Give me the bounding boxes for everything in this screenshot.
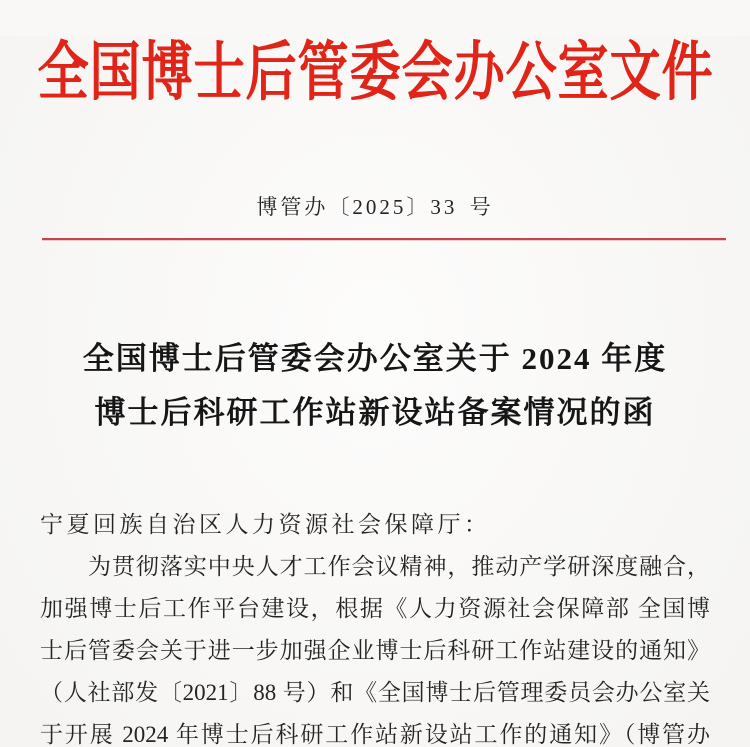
document-number: 博管办〔2025〕33 号 (256, 195, 494, 219)
document-body (40, 504, 710, 747)
red-divider-line (42, 238, 726, 240)
body-text-line: 于开展 2024 年博士后科研工作站新设站工作的通知》（博管办 (40, 722, 710, 747)
body-text-line: （人社部发〔2021〕88 号）和《全国博士后管理委员会办公室关 (40, 680, 710, 705)
body-text-line: 加强博士后工作平台建设，根据《人力资源社会保障部 全国博 (40, 596, 710, 621)
letterhead-banner (37, 36, 713, 110)
body-text-line: 士后管委会关于进一步加强企业博士后科研工作站建设的通知》 (40, 638, 710, 663)
body-text-line: 为贯彻落实中央人才工作会议精神，推动产学研深度融合， (88, 554, 710, 579)
document-title-line-1: 全国博士后管委会办公室关于 2024 年度 (82, 341, 668, 376)
document-page (0, 36, 750, 747)
document-title-line-2: 博士后科研工作站新设站备案情况的函 (94, 395, 656, 430)
letterhead-title: 全国博士后管委会办公室文件 (37, 37, 713, 108)
salutation-line: 宁夏回族自治区人力资源社会保障厅： (40, 512, 491, 537)
document-title (40, 332, 710, 440)
